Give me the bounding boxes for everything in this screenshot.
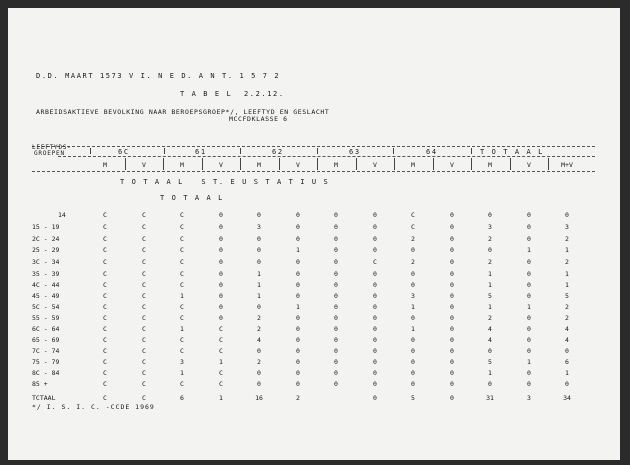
subheader-divider xyxy=(240,158,241,170)
table-cell: 1 xyxy=(180,325,184,333)
subheader-divider xyxy=(125,158,126,170)
table-cell: 0 xyxy=(527,270,531,278)
table-cell: 0 xyxy=(219,246,223,254)
group-header: T O T A A L xyxy=(480,148,544,156)
table-cell: 0 xyxy=(450,270,454,278)
table-cell: 0 xyxy=(373,358,377,366)
table-cell: 1 xyxy=(411,325,415,333)
table-cell: 4 xyxy=(565,325,569,333)
table-cell: C xyxy=(103,223,107,231)
table-cell: 0 xyxy=(373,325,377,333)
table-cell: 0 xyxy=(450,325,454,333)
row-label: 6C - 64 xyxy=(32,325,60,333)
header-divider xyxy=(471,148,472,154)
table-cell: 0 xyxy=(334,358,338,366)
table-cell: 0 xyxy=(565,211,569,219)
table-cell: 1 xyxy=(527,358,531,366)
group-header: 61 xyxy=(195,148,207,156)
table-cell: 1 xyxy=(257,270,261,278)
table-cell: 0 xyxy=(296,270,300,278)
table-cell: 0 xyxy=(565,380,569,388)
table-cell: 0 xyxy=(411,369,415,377)
table-cell: 0 xyxy=(411,380,415,388)
table-cell: C xyxy=(103,303,107,311)
table-cell: C xyxy=(103,347,107,355)
table-cell: C xyxy=(103,281,107,289)
table-cell: 0 xyxy=(334,211,338,219)
table-cell: 1 xyxy=(257,292,261,300)
table-cell: C xyxy=(219,336,223,344)
table-cell: C xyxy=(180,223,184,231)
table-cell: C xyxy=(142,369,146,377)
table-cell: 0 xyxy=(296,223,300,231)
table-cell: 0 xyxy=(334,270,338,278)
table-cell: 0 xyxy=(373,235,377,243)
table-cell: 0 xyxy=(296,211,300,219)
header-mid-rule xyxy=(58,156,595,157)
table-cell: 2 xyxy=(488,314,492,322)
table-cell: 0 xyxy=(219,258,223,266)
table-cell: 0 xyxy=(411,347,415,355)
table-cell: 0 xyxy=(373,314,377,322)
table-cell: 0 xyxy=(450,314,454,322)
table-cell: 0 xyxy=(450,292,454,300)
table-cell: 2 xyxy=(411,235,415,243)
row-label: 65 - 69 xyxy=(32,336,60,344)
header-divider xyxy=(240,148,241,154)
table-cell: 0 xyxy=(334,281,338,289)
table-cell: 1 xyxy=(411,303,415,311)
table-cell: C xyxy=(180,281,184,289)
table-cell: C xyxy=(219,380,223,388)
table-cell: 0 xyxy=(257,380,261,388)
subheader-divider xyxy=(510,158,511,170)
table-cell: 6 xyxy=(565,358,569,366)
row-label: 2C - 24 xyxy=(32,235,60,243)
table-cell: 1 xyxy=(565,369,569,377)
table-cell: 1 xyxy=(296,246,300,254)
header-divider xyxy=(393,148,394,154)
table-cell: 0 xyxy=(334,292,338,300)
row-label: 85 + xyxy=(32,380,48,388)
table-cell: 0 xyxy=(373,292,377,300)
header-top-rule xyxy=(32,146,595,147)
stub-header-2: GROEPEN xyxy=(34,150,65,157)
table-cell: C xyxy=(103,246,107,254)
table-cell: 0 xyxy=(296,336,300,344)
table-cell: 0 xyxy=(411,358,415,366)
table-cell: 0 xyxy=(527,223,531,231)
table-cell: 0 xyxy=(219,223,223,231)
table-cell: C xyxy=(142,358,146,366)
sub-header: M+V xyxy=(561,161,573,169)
table-cell: 1 xyxy=(488,369,492,377)
table-cell: 1 xyxy=(527,303,531,311)
table-cell: 0 xyxy=(296,235,300,243)
table-cell: 0 xyxy=(450,358,454,366)
table-cell: 6 xyxy=(180,394,184,402)
sub-header: V xyxy=(373,161,377,169)
table-cell: 0 xyxy=(219,270,223,278)
table-cell: 0 xyxy=(296,358,300,366)
document-page xyxy=(8,8,620,460)
source-line: D.D. MAART 1573 V I. N E D. A N T. 1 5 7 2 xyxy=(36,72,281,80)
table-cell: 0 xyxy=(373,380,377,388)
table-cell: C xyxy=(142,211,146,219)
subheader-divider xyxy=(471,158,472,170)
table-cell: C xyxy=(103,325,107,333)
table-cell: C xyxy=(180,303,184,311)
table-cell: C xyxy=(103,380,107,388)
table-cell: 0 xyxy=(527,211,531,219)
table-cell: 0 xyxy=(527,369,531,377)
table-cell: 0 xyxy=(411,336,415,344)
table-cell: 2 xyxy=(488,235,492,243)
subheader-divider xyxy=(394,158,395,170)
table-cell: 0 xyxy=(450,246,454,254)
table-cell: 1 xyxy=(488,303,492,311)
header-bottom-rule xyxy=(32,171,595,172)
header-divider xyxy=(90,148,91,154)
table-cell: C xyxy=(219,325,223,333)
table-cell: 0 xyxy=(373,270,377,278)
table-cell: 0 xyxy=(527,336,531,344)
table-cell: C xyxy=(103,314,107,322)
table-cell: C xyxy=(180,380,184,388)
table-cell: C xyxy=(219,369,223,377)
table-cell: C xyxy=(142,223,146,231)
group-header: 64 xyxy=(426,148,438,156)
table-cell: 3 xyxy=(257,223,261,231)
header-divider xyxy=(317,148,318,154)
table-cell: C xyxy=(103,292,107,300)
table-cell: C xyxy=(103,258,107,266)
table-cell: 1 xyxy=(565,270,569,278)
table-cell: 0 xyxy=(488,246,492,254)
table-cell: 0 xyxy=(373,303,377,311)
table-cell: 1 xyxy=(296,303,300,311)
subheader-divider xyxy=(163,158,164,170)
table-cell: 0 xyxy=(373,336,377,344)
table-cell: 0 xyxy=(527,292,531,300)
table-cell: 0 xyxy=(296,380,300,388)
table-cell: 0 xyxy=(565,347,569,355)
table-cell: C xyxy=(142,325,146,333)
table-cell: 2 xyxy=(488,258,492,266)
table-cell: 0 xyxy=(450,258,454,266)
table-cell: 0 xyxy=(450,336,454,344)
section-title: T O T A A L S T. E U S T A T I U S xyxy=(120,178,330,186)
table-cell: 0 xyxy=(527,347,531,355)
table-cell: 0 xyxy=(296,281,300,289)
table-cell: 0 xyxy=(450,211,454,219)
table-cell: C xyxy=(142,281,146,289)
subheader-divider xyxy=(202,158,203,170)
table-cell: 3 xyxy=(565,223,569,231)
table-cell: C xyxy=(142,394,146,402)
table-cell: C xyxy=(142,235,146,243)
table-cell: 0 xyxy=(450,281,454,289)
table-cell: C xyxy=(180,235,184,243)
subheader-divider xyxy=(279,158,280,170)
table-label: T A B E L 2.2.12. xyxy=(180,90,285,98)
table-cell: C xyxy=(103,394,107,402)
table-cell: 0 xyxy=(334,369,338,377)
row-label: 3C - 34 xyxy=(32,258,60,266)
row-label: 7C - 74 xyxy=(32,347,60,355)
table-cell: C xyxy=(142,292,146,300)
table-cell: 5 xyxy=(488,358,492,366)
table-cell: C xyxy=(411,211,415,219)
header-divider xyxy=(164,148,165,154)
table-cell: 0 xyxy=(450,347,454,355)
table-cell: 0 xyxy=(219,211,223,219)
table-cell: 1 xyxy=(180,369,184,377)
table-cell: C xyxy=(142,246,146,254)
table-cell: 0 xyxy=(257,347,261,355)
row-label: 55 - 59 xyxy=(32,314,60,322)
table-cell: 0 xyxy=(257,369,261,377)
table-cell: 0 xyxy=(219,303,223,311)
sub-header: V xyxy=(527,161,531,169)
table-cell: C xyxy=(180,336,184,344)
table-cell: 0 xyxy=(334,303,338,311)
table-cell: 0 xyxy=(219,235,223,243)
table-cell: 1 xyxy=(219,358,223,366)
table-cell: 2 xyxy=(565,258,569,266)
table-subtitle: MCCFDKLASSE 6 xyxy=(229,115,288,123)
table-cell: 0 xyxy=(334,325,338,333)
table-cell: 0 xyxy=(373,223,377,231)
table-cell: 0 xyxy=(296,258,300,266)
sub-header: V xyxy=(450,161,454,169)
sub-header: M xyxy=(103,161,107,169)
table-cell: 0 xyxy=(450,223,454,231)
table-cell: 4 xyxy=(257,336,261,344)
table-cell: 1 xyxy=(219,394,223,402)
table-cell: 0 xyxy=(527,281,531,289)
table-cell: 0 xyxy=(296,347,300,355)
table-cell: 1 xyxy=(180,292,184,300)
table-cell: 0 xyxy=(450,369,454,377)
sub-header: V xyxy=(296,161,300,169)
sub-header: M xyxy=(411,161,415,169)
table-cell: 2 xyxy=(565,314,569,322)
table-cell: 3 xyxy=(411,292,415,300)
table-cell: C xyxy=(142,270,146,278)
table-cell: 0 xyxy=(450,303,454,311)
table-cell: 3 xyxy=(180,358,184,366)
subheader-divider xyxy=(548,158,549,170)
table-cell: 5 xyxy=(565,292,569,300)
table-cell: 31 xyxy=(486,394,494,402)
table-cell: 0 xyxy=(373,211,377,219)
table-cell: 0 xyxy=(257,235,261,243)
table-cell: C xyxy=(180,314,184,322)
row-label: 4C - 44 xyxy=(32,281,60,289)
table-cell: 0 xyxy=(373,347,377,355)
table-cell: C xyxy=(142,347,146,355)
table-cell: 34 xyxy=(563,394,571,402)
table-cell: 0 xyxy=(450,394,454,402)
subsection-title: T O T A A L xyxy=(160,194,224,202)
row-label: 75 - 79 xyxy=(32,358,60,366)
subheader-divider xyxy=(317,158,318,170)
table-cell: 0 xyxy=(334,258,338,266)
table-cell: C xyxy=(103,211,107,219)
footnote: */ I. S. I. C. -CCDE 1969 xyxy=(32,403,155,411)
table-cell: 0 xyxy=(488,347,492,355)
table-cell: C xyxy=(411,223,415,231)
table-cell: 0 xyxy=(334,336,338,344)
table-cell: 2 xyxy=(565,303,569,311)
table-cell: C xyxy=(103,358,107,366)
table-cell: 2 xyxy=(257,325,261,333)
table-cell: 0 xyxy=(373,369,377,377)
table-cell: 0 xyxy=(373,281,377,289)
table-cell: C xyxy=(142,314,146,322)
table-cell: C xyxy=(142,303,146,311)
table-cell: C xyxy=(180,258,184,266)
group-header: 63 xyxy=(349,148,361,156)
table-cell: 0 xyxy=(296,292,300,300)
table-cell: C xyxy=(103,235,107,243)
table-cell: 2 xyxy=(257,358,261,366)
table-cell: 0 xyxy=(334,314,338,322)
table-cell: 0 xyxy=(334,380,338,388)
table-cell: 0 xyxy=(257,303,261,311)
row-label: 5C - 54 xyxy=(32,303,60,311)
group-header: 62 xyxy=(272,148,284,156)
subheader-divider xyxy=(356,158,357,170)
table-cell: 0 xyxy=(411,314,415,322)
table-cell: 3 xyxy=(527,394,531,402)
table-cell: 0 xyxy=(219,281,223,289)
row-label: TCTAAL xyxy=(32,394,56,402)
table-cell: 1 xyxy=(257,281,261,289)
table-cell: 0 xyxy=(219,292,223,300)
row-label: 15 - 19 xyxy=(32,223,60,231)
sub-header: V xyxy=(142,161,146,169)
sub-header: V xyxy=(219,161,223,169)
table-cell: 3 xyxy=(488,223,492,231)
table-cell: 0 xyxy=(527,258,531,266)
table-cell: 2 xyxy=(565,235,569,243)
table-cell: 4 xyxy=(488,336,492,344)
table-cell: 1 xyxy=(488,281,492,289)
table-cell: 2 xyxy=(296,394,300,402)
table-cell: 0 xyxy=(334,347,338,355)
table-cell: 0 xyxy=(296,325,300,333)
stub-header-1: LEEFTYDS- xyxy=(32,144,72,151)
table-cell: 0 xyxy=(296,314,300,322)
table-cell: 0 xyxy=(334,223,338,231)
table-cell: C xyxy=(103,369,107,377)
table-cell: C xyxy=(142,380,146,388)
sub-header: M xyxy=(180,161,184,169)
table-cell: 5 xyxy=(488,292,492,300)
table-cell: C xyxy=(142,336,146,344)
table-cell: 0 xyxy=(257,258,261,266)
table-cell: C xyxy=(219,347,223,355)
table-cell: 0 xyxy=(334,246,338,254)
table-cell: C xyxy=(142,258,146,266)
table-cell: C xyxy=(180,347,184,355)
table-cell: 1 xyxy=(527,246,531,254)
table-cell: 1 xyxy=(565,246,569,254)
subheader-divider xyxy=(433,158,434,170)
table-cell: C xyxy=(373,258,377,266)
table-cell: C xyxy=(103,270,107,278)
table-title: ARBEIDSAKTIEVE BEVOLKING NAAR BEROEPSGROEP*/, LEEFTYD EN GESLACHT xyxy=(36,108,330,116)
row-label: 8C - 84 xyxy=(32,369,60,377)
table-cell: 5 xyxy=(411,394,415,402)
table-cell: 0 xyxy=(527,235,531,243)
table-cell: C xyxy=(180,270,184,278)
sub-header: M xyxy=(257,161,261,169)
table-cell: C xyxy=(180,246,184,254)
table-cell: 0 xyxy=(450,380,454,388)
table-cell: 0 xyxy=(373,394,377,402)
table-cell: 0 xyxy=(257,211,261,219)
row-label: 25 - 29 xyxy=(32,246,60,254)
row-label: 35 - 39 xyxy=(32,270,60,278)
table-cell: 0 xyxy=(411,246,415,254)
table-cell: 0 xyxy=(411,281,415,289)
table-cell: 0 xyxy=(527,380,531,388)
table-cell: 16 xyxy=(255,394,263,402)
table-cell: 0 xyxy=(219,314,223,322)
sub-header: M xyxy=(488,161,492,169)
table-cell: C xyxy=(180,211,184,219)
table-cell: 0 xyxy=(296,369,300,377)
table-cell: 4 xyxy=(488,325,492,333)
row-label: 14 xyxy=(58,211,66,219)
table-cell: 0 xyxy=(488,380,492,388)
table-cell: 0 xyxy=(527,314,531,322)
row-label: 45 - 49 xyxy=(32,292,60,300)
table-cell: 1 xyxy=(488,270,492,278)
table-cell: 2 xyxy=(257,314,261,322)
group-header: 6C xyxy=(118,148,130,156)
table-cell: 0 xyxy=(257,246,261,254)
table-cell: 4 xyxy=(565,336,569,344)
table-cell: 2 xyxy=(411,258,415,266)
sub-header: M xyxy=(334,161,338,169)
table-cell: 1 xyxy=(565,281,569,289)
table-cell: C xyxy=(103,336,107,344)
table-cell: 0 xyxy=(527,325,531,333)
table-cell: 0 xyxy=(411,270,415,278)
table-cell: 0 xyxy=(334,235,338,243)
table-cell: 0 xyxy=(488,211,492,219)
table-cell: 0 xyxy=(450,235,454,243)
table-cell: 0 xyxy=(373,246,377,254)
